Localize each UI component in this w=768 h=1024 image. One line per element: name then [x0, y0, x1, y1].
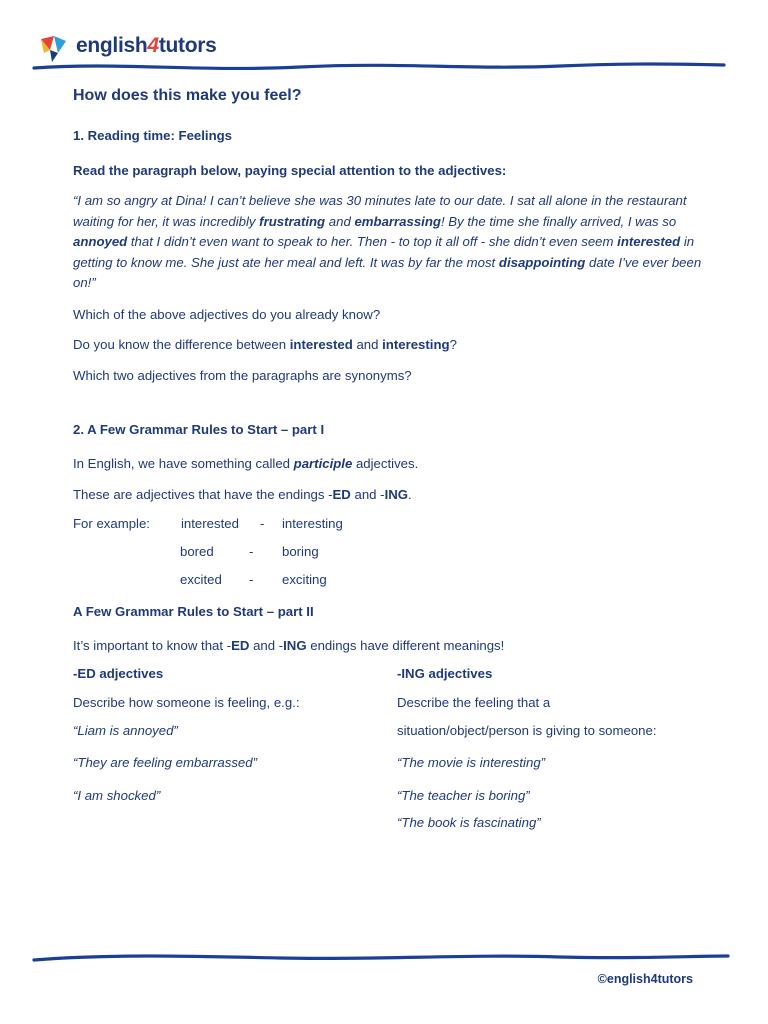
ed-example-3: “I am shocked” [73, 788, 161, 803]
ing-example-1: “The movie is interesting” [397, 755, 546, 770]
reading-paragraph: “I am so angry at Dina! I can’t believe she was 30 minutes late to our date. I sat all alone in the restaurant waiting for her, it was incredibly frustrating and embarrassing! By the time she finally arrived, I was so annoyed that I didn’t even want to speak to her. Then - to top it all off - she didn’t even seem interested in getting to know me. She just ate her meal and left. It was by far the most disappointing date I’ve ever been on!” [73, 193, 702, 290]
section1-heading: 1. Reading time: Feelings [73, 128, 233, 143]
adjective-embarrassing: embarrassing [354, 213, 441, 229]
example-dash-1: - [260, 516, 265, 531]
ing-column-description-1: Describe the feeling that a [397, 695, 551, 710]
logo-text-english: english [76, 34, 148, 57]
section1-instruction: Read the paragraph below, paying special attention to the adjectives: [73, 163, 507, 178]
logo-text-four: 4 [147, 34, 159, 57]
ed-column-heading: -ED adjectives [73, 666, 164, 681]
adjective-interested: interested [617, 234, 681, 249]
endings-intro: These are adjectives that have the endings -ED and -ING. [73, 487, 412, 502]
page-title: How does this make you feel? [73, 87, 302, 104]
adjective-disappointing: disappointing [498, 254, 586, 270]
question-2: Do you know the difference between interested and interesting? [73, 337, 457, 352]
meanings-intro: It’s important to know that -ED and -ING endings have different meanings! [73, 638, 505, 653]
ed-column-description: Describe how someone is feeling, e.g.: [73, 695, 300, 710]
header-wave-divider [0, 58, 768, 78]
ed-example-1: “Liam is annoyed” [73, 723, 178, 738]
example-label: For example: [73, 516, 150, 531]
example-dash-2: - [249, 544, 254, 559]
example-ed-2: bored [180, 544, 214, 559]
adjective-frustrating: frustrating [259, 213, 326, 229]
example-ed-1: interested [181, 516, 239, 531]
logo-wordmark [76, 34, 217, 58]
example-ed-3: excited [180, 572, 222, 587]
example-ing-1: interesting [282, 516, 343, 531]
ed-example-2: “They are feeling embarrassed” [73, 755, 257, 770]
example-ing-2: boring [282, 544, 319, 559]
question-3: Which two adjectives from the paragraphs are synonyms? [73, 368, 412, 383]
example-ing-3: exciting [282, 572, 327, 587]
ing-column-description-2: situation/object/person is giving to someone: [397, 723, 657, 738]
question-1: Which of the above adjectives do you already know? [73, 307, 381, 322]
ing-example-2: “The teacher is boring” [397, 788, 530, 803]
example-dash-3: - [249, 572, 254, 587]
footer-wave-divider [0, 948, 768, 968]
logo-text-tutors: tutors [158, 34, 217, 57]
adjective-annoyed: annoyed [73, 234, 128, 249]
footer-copyright: ©english4tutors [597, 972, 693, 986]
participle-intro: In English, we have something called participle adjectives. [73, 456, 419, 471]
section2-heading: 2. A Few Grammar Rules to Start – part I [73, 422, 325, 437]
ing-example-3: “The book is fascinating” [397, 815, 541, 830]
ing-column-heading: -ING adjectives [397, 666, 493, 681]
section3-heading: A Few Grammar Rules to Start – part II [73, 604, 314, 619]
